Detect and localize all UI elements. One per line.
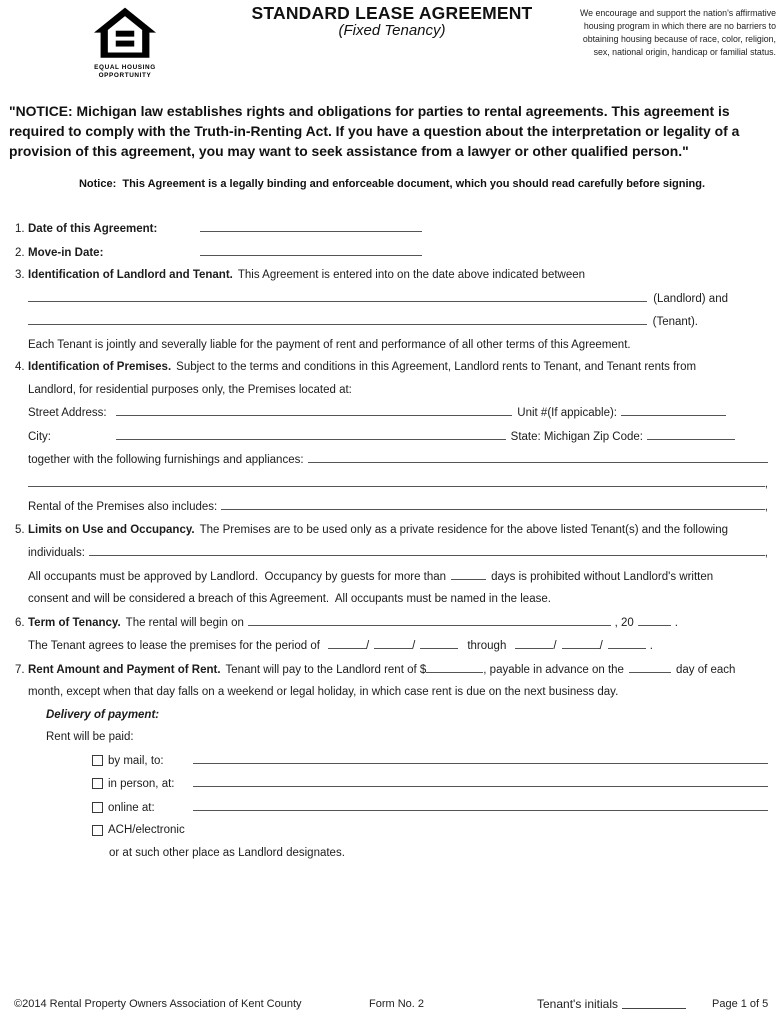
guest-limit-row [28,569,768,584]
furnishings-label: together with the following furnishings and appliances: [28,454,304,467]
in-person-option-label: in person, at: [108,778,175,791]
other-place-text: or at such other place as Landlord designates. [109,846,345,859]
lease-period-end-punct: . [649,640,653,653]
item-4-intro1: Subject to the terms and conditions in this Agreement, Landlord rents to Tenant, and Tenant rents from [176,361,697,374]
furnishings-continuation-punct: , [764,477,768,490]
in-person-address-blank[interactable] [193,776,768,787]
consent-row [28,592,768,606]
item-3-intro: This Agreement is entered into on the date above indicated between [237,269,586,282]
lease-period-row [28,638,768,653]
item-7-line2-row [28,685,768,699]
item-7-after-day: day of each [675,663,736,676]
logo-caption-line1: EQUAL HOUSING [94,64,156,71]
rent-paid-intro-row [46,730,768,744]
furnishings-continuation-row [28,476,768,491]
item-1-label: Date of this Agreement: [28,223,158,236]
item-3-heading [15,268,768,282]
period-end-day-blank[interactable] [562,638,600,649]
slash-4: / [599,640,603,653]
item-5-label: Limits on Use and Occupancy. [28,523,195,536]
rent-paid-intro: Rent will be paid: [46,731,134,744]
individuals-row [28,545,768,560]
unit-label: Unit #(If appicable): [517,407,617,420]
zip-code-blank[interactable] [647,429,735,440]
item-7-mid: , payable in advance on the [483,663,624,676]
guest-limit-text2: days is prohibited without Landlord's written [491,570,714,583]
tenant-name-row [28,314,768,329]
tenant-suffix: (Tenant). [652,316,698,329]
item-4-number: 4. [15,361,25,374]
city-blank[interactable] [116,429,506,440]
payment-option-online-row [92,800,768,815]
payment-option-person-row [92,776,768,791]
item-2-number: 2. [15,246,25,259]
item-1-date-of-agreement [15,221,768,236]
furnishings-continuation-blank[interactable] [28,476,765,487]
landlord-name-blank[interactable] [28,291,647,302]
city-row [28,429,768,444]
form-body [0,221,784,860]
rent-amount-blank[interactable] [426,662,483,673]
furnishings-blank[interactable] [308,452,768,463]
item-4-intro2-row [28,383,768,397]
item-6-label: Term of Tenancy. [28,616,121,629]
item-7-line2: month, except when that day falls on a weekend or legal holiday, in which case rent is due on the next business day. [28,686,619,699]
rent-due-day-blank[interactable] [629,662,671,673]
document-title: STANDARD LEASE AGREEMENT [251,3,533,23]
guest-limit-text1: All occupants must be approved by Landlord. Occupancy by guests for more than [28,570,447,583]
period-start-month-blank[interactable] [328,638,366,649]
street-address-blank[interactable] [116,405,512,416]
slash-2: / [412,640,416,653]
slash-3: / [553,640,557,653]
lease-period-intro: The Tenant agrees to lease the premises for the period of [28,640,320,653]
item-3-number: 3. [15,269,25,282]
item-7-number: 7. [15,663,25,676]
item-6-heading [15,615,768,630]
document-header [0,0,784,79]
item-7-heading [15,662,768,677]
furnishings-row [28,452,768,467]
payment-option-ach-row [92,823,768,837]
guest-days-blank[interactable] [451,569,486,580]
tenants-initials-label: Tenant's initials [537,997,618,1011]
item-3-label: Identification of Landlord and Tenant. [28,269,233,282]
rental-includes-label: Rental of the Premises also includes: [28,501,218,514]
period-start-day-blank[interactable] [374,638,412,649]
item-6-line-end: . [674,616,678,629]
consent-text: consent and will be considered a breach of this Agreement. All occupants must be named in the lease. [28,593,551,606]
individuals-blank[interactable] [89,545,765,556]
item-5-heading [15,523,768,537]
period-end-year-blank[interactable] [608,638,646,649]
street-address-row [28,405,768,420]
period-end-month-blank[interactable] [515,638,553,649]
through-text: through [467,640,507,653]
item-6-intro: The rental will begin on [125,616,244,629]
item-7-label: Rent Amount and Payment of Rent. [28,663,221,676]
online-address-blank[interactable] [193,800,768,811]
copyright-text: ©2014 Rental Property Owners Association of Kent County [14,998,302,1010]
rental-includes-row [28,499,768,514]
item-5-intro: The Premises are to be used only as a private residence for the above listed Tenant(s) and the following [199,523,729,536]
year-prefix: , 20 [614,616,634,629]
rental-begin-date-blank[interactable] [248,615,611,626]
unit-number-blank[interactable] [621,405,726,416]
rental-includes-punct: , [764,501,768,514]
page-footer [0,997,784,1013]
delivery-heading-row [46,708,768,722]
mail-checkbox[interactable] [92,755,103,766]
logo-caption-line2: OPPORTUNITY [98,71,152,79]
form-number: Form No. 2 [369,998,425,1010]
item-1-number: 1. [15,223,25,236]
item-7-intro: Tenant will pay to the Landlord rent of $ [225,663,427,676]
binding-document-notice: Notice: This Agreement is a legally binding and enforceable document, which you should read carefully before signing. [78,178,706,191]
tenants-initials-blank[interactable] [622,1008,686,1009]
slash-1: / [365,640,370,653]
online-option-label: online at: [108,801,155,814]
state-zip-label: State: Michigan Zip Code: [510,430,643,443]
online-checkbox[interactable] [92,802,103,813]
tenant-name-blank[interactable] [28,314,647,325]
landlord-suffix: (Landlord) and [653,292,728,305]
item-2-move-in-date [15,245,768,260]
ach-checkbox[interactable] [92,825,103,836]
joint-liability-row [28,338,768,352]
delivery-of-payment-heading: Delivery of payment: [46,708,160,721]
mail-address-blank[interactable] [193,753,768,764]
document-subtitle: (Fixed Tenancy) [338,22,446,39]
period-start-year-blank[interactable] [420,638,458,649]
individuals-label: individuals: [28,547,85,560]
item-6-number: 6. [15,616,25,629]
item-5-number: 5. [15,523,25,536]
mail-option-label: by mail, to: [108,754,164,767]
in-person-checkbox[interactable] [92,778,103,789]
house-equal-icon [92,6,158,62]
payment-option-mail-row [92,753,768,768]
city-label: City: [28,430,51,443]
agreement-date-blank[interactable] [200,221,422,232]
street-address-label: Street Address: [28,407,107,420]
year-blank[interactable] [638,615,671,626]
page-number: Page 1 of 5 [712,998,769,1010]
equal-housing-opportunity-logo [86,6,164,79]
ach-option-label: ACH/electronic [108,824,185,837]
item-2-label: Move-in Date: [28,246,104,259]
other-place-row [109,846,768,860]
item-4-intro2: Landlord, for residential purposes only, the Premises located at: [28,383,352,396]
landlord-name-row [28,291,768,306]
joint-liability-text: Each Tenant is jointly and severally liable for the payment of rent and performance of all other terms of this Agreement. [28,338,631,351]
move-in-date-blank[interactable] [200,245,422,256]
michigan-truth-in-renting-notice: "NOTICE: Michigan law establishes rights and obligations for parties to rental agreements. This agreement is required to comply with the Truth-in-Renting Act. If you have a question about the interpretation or legality of a provision of this agreement, you may want to seek assistance from a lawyer or other qualified person." [9,103,740,159]
item-4-label: Identification of Premises. [28,361,172,374]
rental-includes-blank[interactable] [221,499,765,510]
individuals-punct: , [764,547,768,560]
item-4-heading [15,360,768,374]
logo-caption [86,64,164,79]
fair-housing-statement: We encourage and support the nation's affirmative housing program in which there are no barriers to obtaining housing because of race, color, religion, sex, national origin, handicap or familial status. [580,8,776,57]
